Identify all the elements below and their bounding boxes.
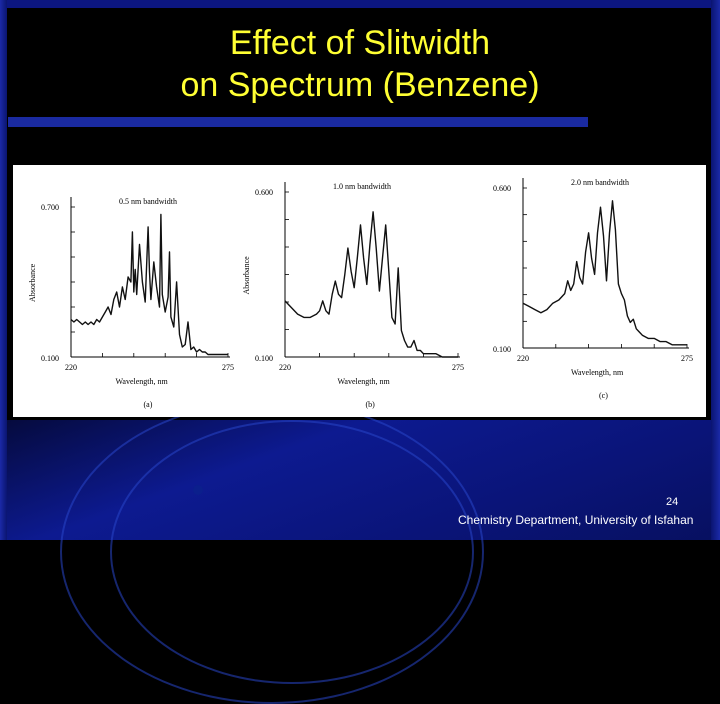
x-tick-label: 275 [222, 363, 234, 372]
bandwidth-label: 2.0 nm bandwidth [571, 178, 629, 187]
title-line-2: on Spectrum (Benzene) [180, 66, 540, 104]
panel-label: (a) [143, 400, 153, 409]
spectra-svg [13, 165, 706, 417]
x-tick-label: 220 [65, 363, 77, 372]
y-axis-label: Absorbance [28, 263, 37, 302]
bandwidth-label: 0.5 nm bandwidth [119, 197, 177, 206]
spectrum-line-1 [71, 215, 228, 355]
decorative-arc [110, 420, 474, 684]
y-tick-label: 0.600 [255, 188, 273, 197]
footer-text: Chemistry Department, University of Isfahan [458, 513, 694, 527]
y-tick-label: 0.700 [41, 203, 59, 212]
x-axis-label: Wavelength, nm [115, 377, 168, 386]
y-tick-label: 0.100 [41, 354, 59, 363]
y-axis-label: Absorbance [242, 256, 251, 295]
bandwidth-label: 1.0 nm bandwidth [333, 182, 391, 191]
panel-label: (c) [599, 391, 608, 400]
y-tick-label: 0.100 [255, 354, 273, 363]
frame-right [711, 0, 720, 540]
panel-label: (b) [365, 400, 375, 409]
x-tick-label: 275 [452, 363, 464, 372]
spectra-figure [13, 165, 706, 417]
slide-title [100, 22, 620, 106]
x-tick-label: 220 [517, 354, 529, 363]
decorative-dot [193, 485, 203, 495]
x-tick-label: 220 [279, 363, 291, 372]
y-tick-label: 0.600 [493, 184, 511, 193]
x-axis-label: Wavelength, nm [337, 377, 390, 386]
spectrum-line-2 [285, 212, 458, 357]
page-number: 24 [666, 496, 679, 508]
x-axis-label: Wavelength, nm [571, 368, 624, 377]
title-line-1: Effect of Slitwidth [229, 24, 491, 62]
title-underline-bar [8, 117, 588, 127]
frame-left [0, 0, 7, 540]
x-tick-label: 275 [681, 354, 693, 363]
frame-top [0, 0, 720, 8]
spectrum-line-3 [523, 201, 687, 345]
y-tick-label: 0.100 [493, 345, 511, 354]
